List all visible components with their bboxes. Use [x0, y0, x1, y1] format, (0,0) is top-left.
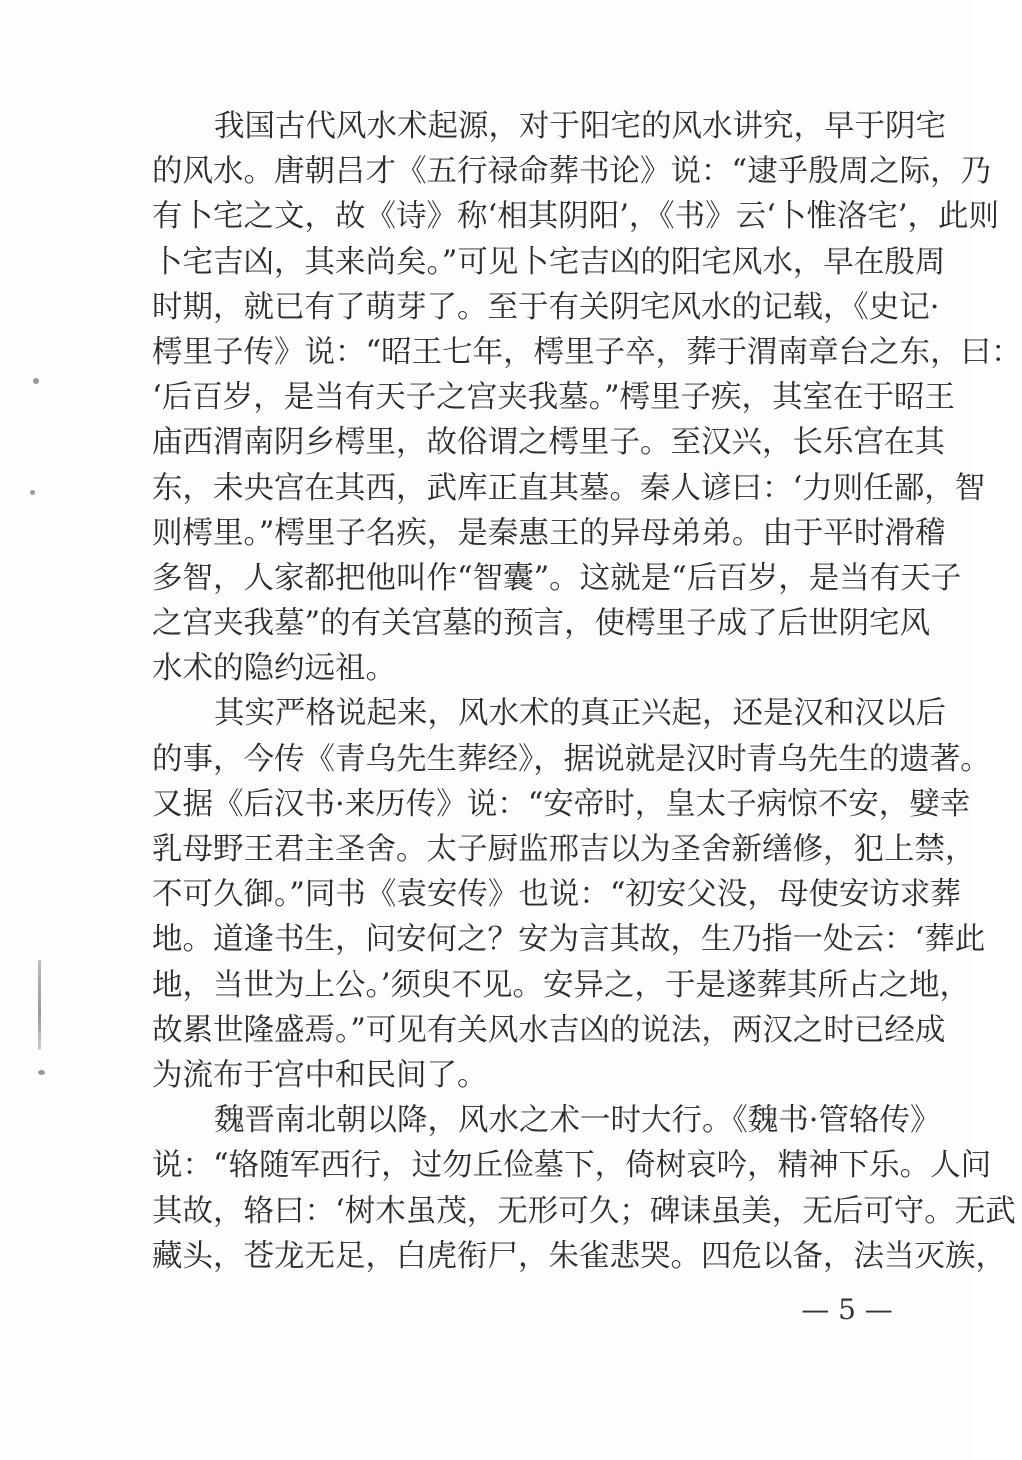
paragraph	[152, 691, 991, 1098]
text-line: 其故，辂曰：‘树木虽茂，无形可久；碑诔虽美，无后可守。无武	[152, 1193, 1016, 1229]
text-line: 不可久御。”同书《袁安传》也说：“初安父没，母使安访求葬	[152, 877, 961, 913]
text-line: 东，未央宫在其西，武库正直其墓。秦人谚曰：‘力则任鄙，智	[152, 470, 986, 506]
text-line: 卜宅吉凶，其来尚矣。”可见卜宅吉凶的阳宅风水，早在殷周	[152, 244, 946, 280]
text-line: 时期，就已有了萌芽了。至于有关阴宅风水的记载，《史记·	[152, 289, 940, 325]
paragraph	[152, 1098, 1016, 1279]
text-line: 为流布于宫中和民间了。	[152, 1057, 488, 1093]
text-line: 其实严格说起来，风水术的真正兴起，还是汉和汉以后	[214, 696, 946, 732]
body-text	[152, 104, 1022, 1279]
text-line: 的事，今传《青乌先生葬经》，据说就是汉时青乌先生的遗著。	[152, 741, 991, 777]
page-number: — 5 —	[801, 1293, 893, 1326]
scan-speck	[38, 1070, 45, 1075]
scan-speck	[30, 490, 35, 495]
text-line: 水术的隐约远祖。	[152, 651, 396, 687]
text-line: 多智，人家都把他叫作“智囊”。这就是“后百岁，是当有天子	[152, 560, 962, 596]
text-line: 地。道逢书生，问安何之？安为言其故，生乃指一处云：‘葬此	[152, 922, 986, 958]
scan-binding-mark	[38, 960, 41, 1050]
text-line: 地，当世为上公。’须臾不见。安异之，于是遂葬其所占之地，	[152, 967, 970, 1003]
text-line: 之宫夹我墓”的有关宫墓的预言，使樗里子成了后世阴宅风	[152, 606, 931, 642]
text-line: 樗里子传》说：“昭王七年，樗里子卒，葬于渭南章台之东，曰：	[152, 334, 1022, 370]
text-line: 故累世隆盛焉。”可见有关风水吉凶的说法，两汉之时已经成	[152, 1012, 946, 1048]
text-line: 魏晋南北朝以降，风水之术一时大行。《魏书·管辂传》	[214, 1103, 941, 1139]
paragraph	[152, 104, 1022, 691]
text-line: 有卜宅之文，故《诗》称‘相其阴阳’，《书》云‘卜惟洛宅’，此则	[152, 199, 1000, 235]
text-line: 的风水。唐朝吕才《五行禄命葬书论》说：“逮乎殷周之际，乃	[152, 154, 992, 190]
text-line: 又据《后汉书·来历传》说：“安帝时，皇太子病惊不安，嬖幸	[152, 786, 971, 822]
text-line: 我国古代风水术起源，对于阳宅的风水讲究，早于阴宅	[214, 109, 946, 144]
text-line: 则樗里。”樗里子名疾，是秦惠王的异母弟弟。由于平时滑稽	[152, 515, 946, 551]
text-line: 庙西渭南阴乡樗里，故俗谓之樗里子。至汉兴，长乐宫在其	[152, 425, 945, 461]
text-line: 说：“辂随军西行，过勿丘俭墓下，倚树哀吟，精神下乐。人问	[152, 1148, 992, 1184]
scan-speck	[33, 378, 39, 384]
text-line: 藏头，苍龙无足，白虎衔尸，朱雀悲哭。四危以备，法当灭族，	[152, 1238, 1006, 1274]
text-line: ‘后百岁，是当有天子之宫夹我墓。”樗里子疾，其室在于昭王	[152, 380, 956, 416]
text-line: 乳母野王君主圣舍。太子厨监邢吉以为圣舍新缮修，犯上禁，	[152, 832, 976, 867]
